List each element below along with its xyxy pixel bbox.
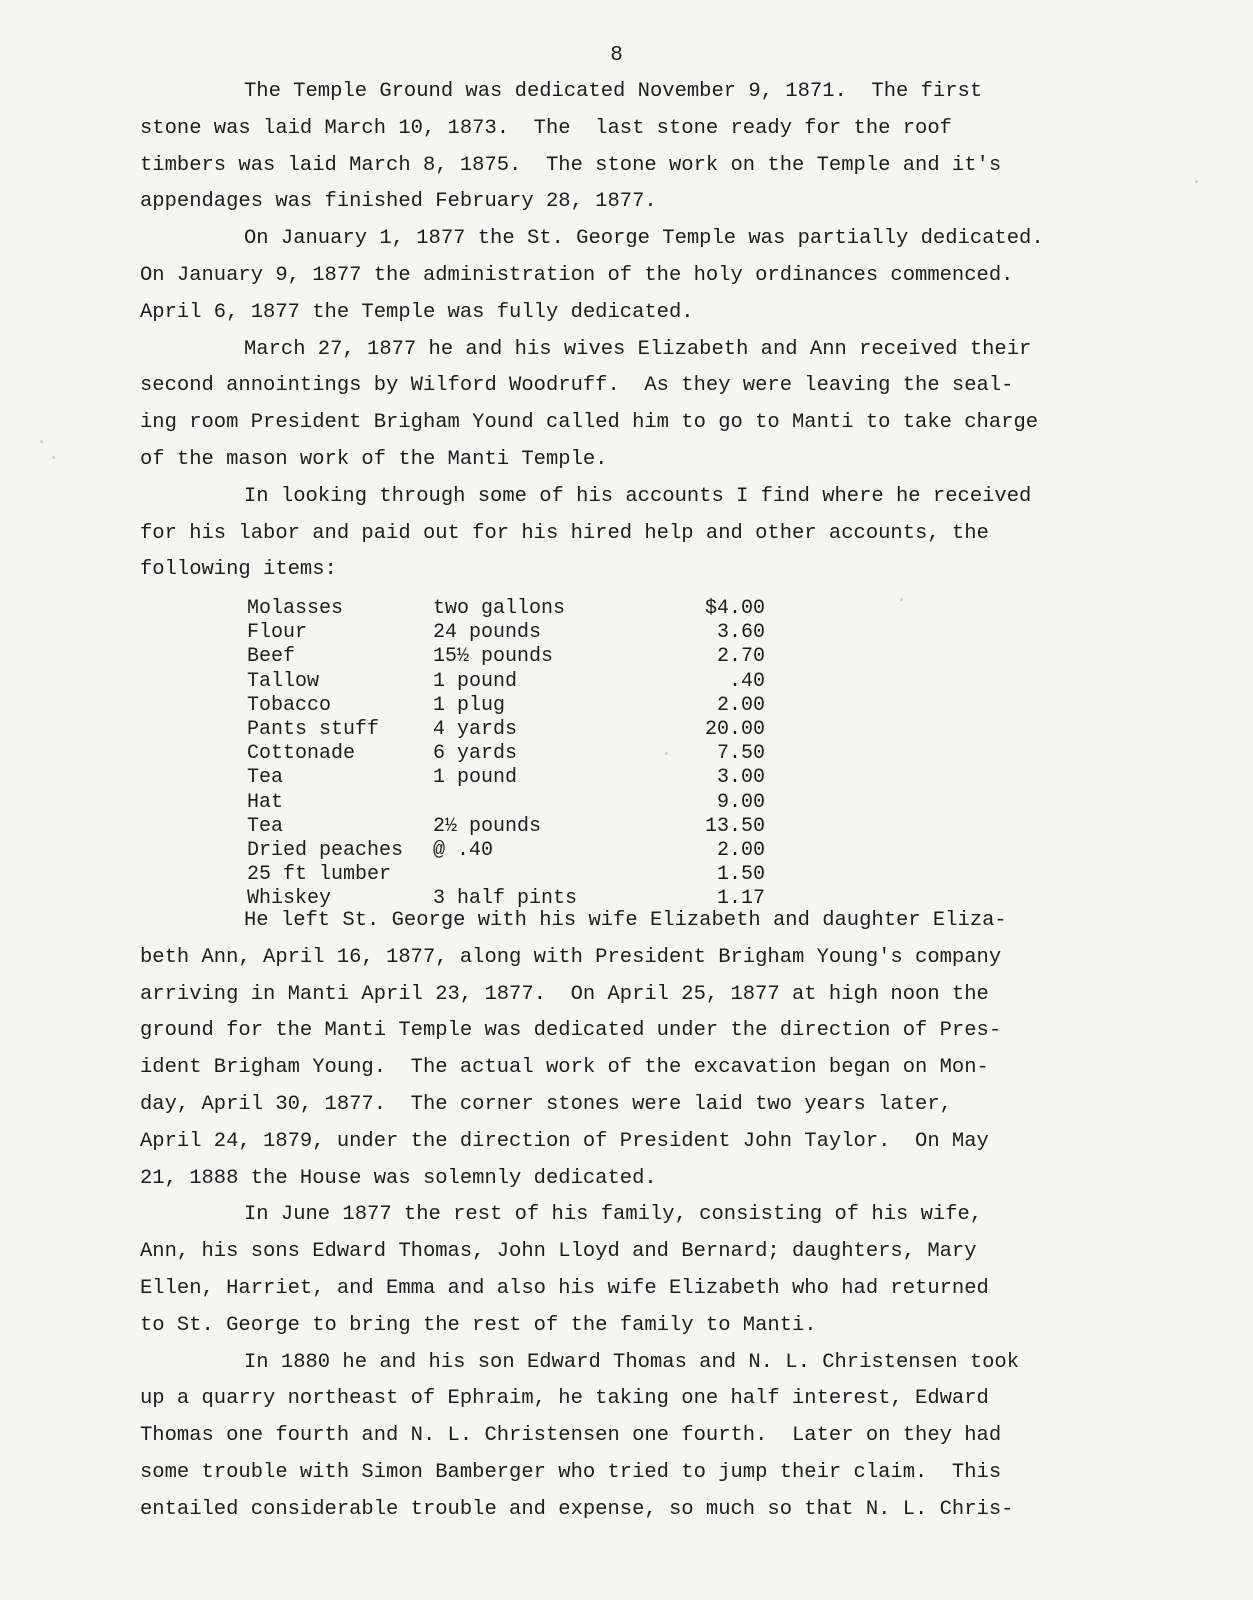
text-line: for his labor and paid out for his hired help and other accounts, the (140, 521, 989, 545)
item-name: Tallow (247, 669, 320, 693)
item-quantity (433, 791, 665, 815)
item-quantity: @ .40 (433, 839, 494, 863)
table-row (247, 645, 765, 669)
item-name: 25 ft lumber (247, 863, 392, 887)
item-name: Dried peaches (247, 839, 404, 863)
text-line: to St. George to bring the rest of the family to Manti. (140, 1313, 817, 1337)
text-line: On January 9, 1877 the administration of the holy ordinances commenced. (140, 263, 1014, 287)
item-name: Beef (247, 645, 296, 669)
table-row (247, 694, 765, 718)
item-quantity: 2½ pounds (433, 814, 542, 838)
item-amount: 7.50 (716, 742, 765, 766)
paragraph-accounts-intro (140, 479, 1140, 589)
text-line: ident Brigham Young. The actual work of the excavation began on Mon- (140, 1056, 989, 1080)
text-line: 21, 1888 the House was solemnly dedicated. (140, 1166, 657, 1190)
item-name: Tea (247, 814, 284, 838)
text-line: Ellen, Harriet, and Emma and also his wife Elizabeth who had returned (140, 1276, 989, 1300)
text-line: following items: (140, 558, 337, 582)
text-line: Thomas one fourth and N. L. Christensen one fourth. Later on they had (140, 1424, 1002, 1448)
text-line: of the mason work of the Manti Temple. (140, 447, 608, 471)
table-row (247, 791, 765, 815)
paragraph-quarry (140, 1345, 1140, 1529)
text-line: arriving in Manti April 23, 1877. On April 25, 1877 at high noon the (140, 982, 989, 1006)
text-line: He left St. George with his wife Elizabeth and daughter Eliza- (244, 909, 1007, 932)
item-name: Tobacco (247, 693, 332, 717)
paragraph-left-st-george (140, 903, 1140, 1197)
text-line: up a quarry northeast of Ephraim, he taking one half interest, Edward (140, 1387, 989, 1411)
text-line: The Temple Ground was dedicated November 9, 1871. The first (244, 80, 983, 103)
table-row (247, 815, 765, 839)
table-row (247, 670, 765, 694)
text-line: In 1880 he and his son Edward Thomas and N. L. Christensen took (244, 1350, 1020, 1374)
text-line: March 27, 1877 he and his wives Elizabeth and Ann received their (244, 337, 1032, 361)
item-quantity: 4 yards (433, 718, 518, 742)
item-amount: 2.00 (716, 839, 765, 863)
item-quantity: 6 yards (433, 742, 518, 766)
paragraph-temple-ground (140, 74, 1140, 221)
text-line: ground for the Manti Temple was dedicated under the direction of Pres- (140, 1019, 1002, 1043)
item-name: Hat (247, 790, 284, 814)
paper-speck (900, 598, 903, 601)
paragraph-second-annointings (140, 332, 1140, 479)
item-amount: 2.00 (716, 693, 765, 717)
item-name: Whiskey (247, 887, 332, 911)
item-name: Molasses (247, 597, 344, 620)
text-line: timbers was laid March 8, 1875. The stone work on the Temple and it's (140, 153, 1002, 177)
table-row (247, 718, 765, 742)
text-line: appendages was finished February 28, 1877. (140, 190, 657, 214)
item-quantity (433, 863, 665, 887)
paper-speck (665, 752, 668, 755)
text-line: April 24, 1879, under the direction of President John Taylor. On May (140, 1129, 989, 1153)
item-amount: 9.00 (716, 790, 765, 814)
paragraph-st-george-temple (140, 221, 1140, 331)
table-row (247, 742, 765, 766)
table-row (247, 839, 765, 863)
item-quantity: 1 pound (433, 766, 518, 790)
item-name: Tea (247, 766, 284, 790)
paper-speck (40, 440, 43, 443)
text-line: second annointings by Wilford Woodruff. As they were leaving the seal- (140, 374, 1014, 398)
item-amount: 13.50 (704, 814, 765, 838)
intro-section (140, 74, 1140, 589)
text-line: entailed considerable trouble and expense, so much so that N. L. Chris- (140, 1497, 1014, 1521)
item-quantity: 24 pounds (433, 621, 542, 645)
item-amount: 20.00 (704, 718, 765, 742)
paper-speck (1195, 180, 1198, 183)
table-row (247, 621, 765, 645)
table-row (247, 863, 765, 887)
item-amount: .40 (728, 669, 765, 693)
text-line: Ann, his sons Edward Thomas, John Lloyd and Bernard; daughters, Mary (140, 1240, 977, 1264)
table-row (247, 766, 765, 790)
item-amount: $4.00 (704, 597, 765, 620)
item-name: Pants stuff (247, 718, 380, 742)
item-quantity: 3 half pints (433, 887, 578, 911)
paragraph-family-arrival (140, 1197, 1140, 1344)
page-number: 8 (610, 44, 623, 67)
text-line: stone was laid March 10, 1873. The last stone ready for the roof (140, 116, 952, 140)
item-quantity: 1 pound (433, 669, 518, 693)
text-line: ing room President Brigham Yound called him to go to Manti to take charge (140, 411, 1039, 435)
text-line: beth Ann, April 16, 1877, along with President Brigham Young's company (140, 945, 1002, 969)
text-line: April 6, 1877 the Temple was fully dedicated. (140, 300, 694, 324)
text-line: In June 1877 the rest of his family, consisting of his wife, (244, 1203, 983, 1227)
item-name: Flour (247, 621, 308, 645)
item-amount: 3.00 (716, 766, 765, 790)
text-line: some trouble with Simon Bamberger who tried to jump their claim. This (140, 1460, 1002, 1484)
item-quantity: two gallons (433, 597, 566, 620)
item-quantity: 1 plug (433, 693, 506, 717)
paper-speck (52, 456, 55, 459)
table-row (247, 597, 765, 621)
item-name: Cottonade (247, 742, 356, 766)
text-line: On January 1, 1877 the St. George Temple was partially dedicated. (244, 227, 1044, 251)
item-amount: 3.60 (716, 621, 765, 645)
item-amount: 1.50 (716, 863, 765, 887)
accounts-table (247, 597, 765, 912)
item-amount: 2.70 (716, 645, 765, 669)
text-line: day, April 30, 1877. The corner stones were laid two years later, (140, 1092, 952, 1116)
item-quantity: 15½ pounds (433, 645, 554, 669)
text-line: In looking through some of his accounts I find where he received (244, 484, 1032, 508)
closing-section (140, 903, 1140, 1529)
item-amount: 1.17 (716, 887, 765, 911)
